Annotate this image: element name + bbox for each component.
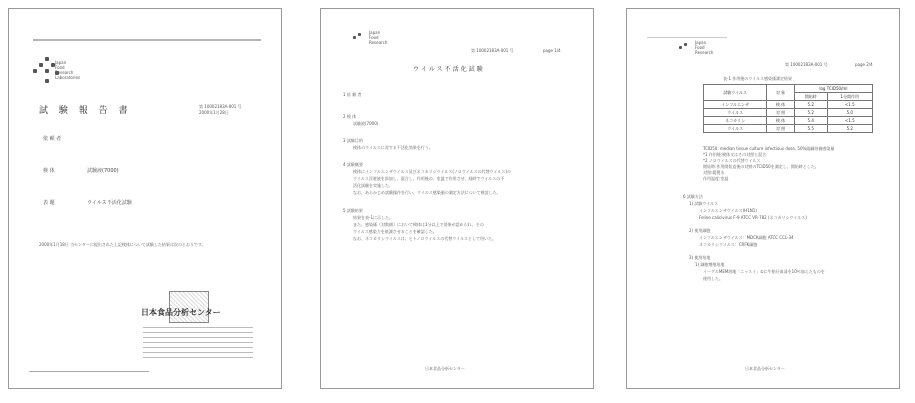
table-header-target: 対 象	[767, 85, 795, 101]
logo-text-1: Japan	[695, 40, 707, 45]
section-6-line-2: インフルエンザウイルス(H1N1)	[699, 208, 757, 213]
table-row	[704, 125, 873, 133]
field-label-subject: 表 題	[43, 200, 55, 206]
table-cell: 5.2	[794, 101, 827, 109]
table-note-5: 対照:精製水	[703, 170, 725, 175]
table-cell: 5.2	[794, 109, 827, 117]
logo-text-4: Laboratories	[55, 75, 81, 80]
section-6-line-6: ネコカリシウイルス：CRFK細胞	[699, 242, 758, 247]
section-2-heading: 2 検 体	[343, 114, 357, 119]
section-4-heading: 4 試験概要	[343, 162, 363, 167]
table-cell: 5.0	[827, 109, 872, 117]
page-label: page 1/4	[543, 48, 561, 53]
table-note-3: *2 ノロウイルスの代替ウイルス	[703, 158, 761, 163]
page-footer: 日本食品分析センター	[745, 366, 785, 371]
address-line-7	[143, 357, 253, 358]
table-cell: インフルエンザ	[704, 101, 767, 109]
results-table	[703, 84, 873, 133]
table-cell: 検 体	[767, 101, 795, 109]
table-cell: 対 照	[767, 125, 795, 133]
section-3-heading: 3 試験目的	[343, 138, 363, 143]
section-6-line-1: 1) 試験ウイルス	[689, 201, 719, 206]
address-line-6	[143, 352, 253, 353]
table-note-1: TCID50: median tissue culture infectious dose, 50%組織培養感染量	[703, 146, 835, 151]
report-page-2[interactable]	[626, 8, 900, 389]
logo-text-1: Japan	[55, 60, 67, 65]
section-4-line-1: 検体にインフルエンザウイルス及びネコカリシウイルス(ノロウイルスの代替ウイルス)の	[353, 169, 511, 174]
field-value-sample: 試験液(7000)	[87, 168, 119, 174]
report-number: 第 10002183A-001 号	[199, 104, 242, 109]
section-6-line-4: 2) 使用細胞	[689, 228, 711, 233]
section-6-line-3: Feline calicivirus F-9 ATCC VR-782 (ネコカリシウイルス)	[699, 215, 807, 220]
address-line-3	[143, 337, 253, 338]
report-title: 試 験 報 告 書	[39, 106, 132, 116]
table-subheader-start: 開始時	[794, 93, 827, 101]
footer-line	[29, 371, 149, 372]
page-logo-icon	[353, 33, 365, 41]
page-label: page 2/4	[855, 62, 873, 67]
address-line-1	[143, 327, 253, 328]
table-note-2: *1 作用後:検体又はその対照と混合	[703, 152, 767, 157]
table-note-4: 開始時:作用開始直後の対照のTCID50を測定し、開始時とした。	[703, 164, 819, 169]
table-cell: ウイルス	[704, 125, 767, 133]
field-label-client: 依 頼 者	[43, 136, 62, 142]
field-value-subject: ウイルス不活化試験	[87, 200, 132, 206]
table-cell: ネコカリシ	[704, 117, 767, 125]
table-subheader-1min: 1分間作用	[827, 93, 872, 101]
section-6-line-5: インフルエンザウイルス：MDCK細胞 ATCC CCL-34	[699, 235, 794, 240]
section-1-heading: 1 依 頼 者	[343, 92, 362, 97]
section-5-line-3: ウイルス感染力を低減させることを確認した。	[353, 229, 437, 234]
logo-text-3: Research	[369, 40, 388, 45]
logo-text-2: Food	[55, 65, 65, 70]
section-6-line-10: 使用した。	[703, 276, 723, 281]
section-5-line-1: 結果を表-1に示した。	[353, 215, 393, 220]
official-seal-icon	[169, 291, 209, 323]
table-cell: 対 照	[767, 109, 795, 117]
address-line-5	[143, 347, 253, 348]
logo-text-1: Japan	[369, 30, 381, 35]
header-ref: 第 10002183A-001 号	[785, 62, 828, 67]
submission-note: 2000年1月18日 当センターに提出された上記検体について試験した結果は次のとおりです。	[39, 242, 206, 247]
section-6-line-7: 3) 使用培地	[689, 255, 711, 260]
table-note-6: 作用温度:室温	[703, 176, 729, 181]
section-4-line-3: 活化試験を実施した。	[353, 183, 393, 188]
report-cover-page[interactable]	[8, 8, 282, 389]
section-5-heading: 5 試験結果	[343, 208, 363, 213]
logo-text-3: Research	[695, 50, 714, 55]
section-4-line-4: なお、あらかじめ試験操作を行い、ウイルス感染価の測定方法について検討した。	[353, 190, 501, 195]
address-line-2	[143, 332, 253, 333]
table-row	[704, 101, 873, 109]
table-cell: ウイルス	[704, 109, 767, 117]
table-caption: 表-1 作用後のウイルス感染価測定結果	[723, 76, 793, 81]
table-header-titer: log TCID50/ml	[794, 85, 872, 93]
logo-text-3: Research	[55, 70, 74, 75]
report-date: 2000年1月28日	[199, 110, 229, 115]
section-4-line-2: ウイルス浮遊液を添加し、混合し、作用後の、室温で作用させ、経時でウイルスの不	[353, 176, 505, 181]
page-logo-icon	[679, 43, 691, 51]
section-6-line-8: 1) 細胞増殖培地	[695, 262, 725, 267]
section-5-line-4: なお、ネコカリシウイルスは、ヒトノロウイルスの代替ウイルスとして用いた。	[353, 236, 497, 241]
field-label-sample: 検 体	[43, 168, 55, 174]
address-line-4	[143, 342, 253, 343]
section-3-line-1: 検体のウイルスに対する不活化効果を行う。	[353, 145, 433, 150]
logo-text-2: Food	[695, 45, 705, 50]
scan-edge-line	[647, 37, 727, 38]
section-6-heading: 6 試験方法	[683, 194, 703, 199]
table-row	[704, 117, 873, 125]
section-6-line-9: イーグルMEM培地「ニッスイ」①に牛胎仔血清を10％加えたものを	[703, 269, 825, 274]
table-cell: <1.5	[827, 117, 872, 125]
top-rule	[33, 39, 261, 41]
section-5-line-2: また、感染価（対数値）において検体は1分以上で効果が認められ、その	[353, 222, 484, 227]
table-cell: 5.5	[794, 125, 827, 133]
table-cell: 検 体	[767, 117, 795, 125]
table-cell: <1.5	[827, 101, 872, 109]
page-footer: 日本食品分析センター	[425, 366, 465, 371]
report-page-1[interactable]	[320, 8, 594, 389]
table-cell: 5.2	[827, 125, 872, 133]
section-2-line-1: 試験液(7000)	[353, 121, 379, 126]
table-cell: 5.4	[794, 117, 827, 125]
table-header-virus: 試験ウイルス	[704, 85, 767, 101]
logo-text-2: Food	[369, 35, 379, 40]
org-name: 日本食品分析センター	[141, 308, 221, 317]
page-title: ウイルス不活化試験	[413, 66, 485, 73]
table-row	[704, 109, 873, 117]
header-ref: 第 10002183A-001 号	[471, 48, 514, 53]
